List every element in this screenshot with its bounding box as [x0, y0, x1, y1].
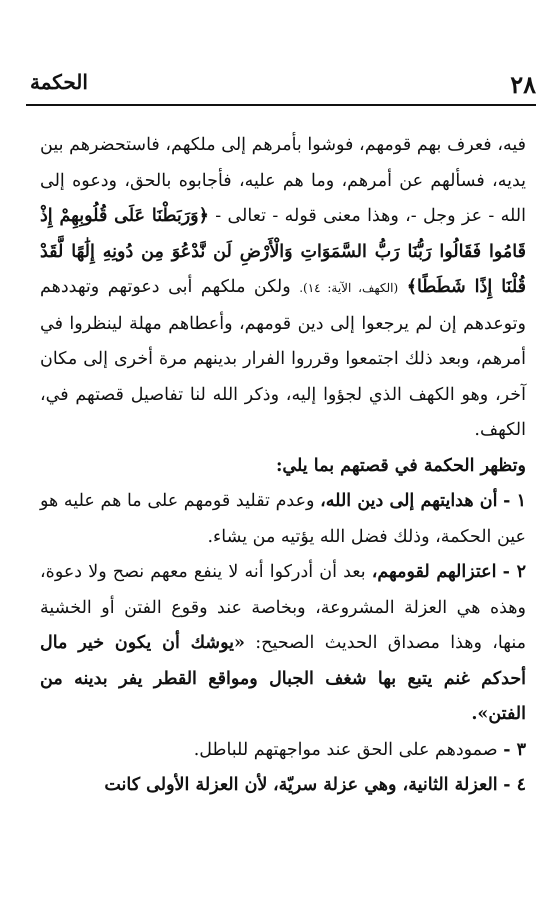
item-text: لأن العزلة الأولى كانت — [104, 775, 268, 795]
item-number: ٢ - — [502, 562, 526, 582]
item-bold-text: اعتزالهم لقومهم، — [371, 562, 497, 582]
item-text: وعدم تقليد قومهم على ما هم عليه هو عين الحكمة، وذلك فضل الله يؤتيه من يشاء. — [40, 491, 526, 547]
running-title: الحكمة — [30, 70, 88, 94]
item-number: ١ - — [503, 491, 526, 511]
paragraph-text: فيه، فعرف بهم قومهم، فوشوا بأمرهم إلى ملكهم، فاستحضرهم بين يديه، فسألهم عن أمرهم، وما هم عليه، فأجابوه بالحق، ودعوه إلى الله - عز وجل -، وهذا معنى قوله - تعالى - — [40, 135, 526, 226]
list-item — [40, 733, 526, 769]
page-body — [40, 128, 526, 804]
item-bold-text: العزلة الثانية، وهي عزلة سريّة، — [272, 775, 498, 795]
section-heading: وتظهر الحكمة في قصتهم بما يلي: — [275, 455, 526, 476]
list-item — [40, 768, 526, 804]
item-text: صمودهم على الحق عند مواجهتهم للباطل. — [193, 739, 498, 760]
page-header — [26, 70, 536, 104]
item-text: بعد أن أدركوا أنه لا ينفع معهم نصح ولا دعوة، وهذه هي العزلة المشروعة، وبخاصة عند وقوع الفتن أو الخشية منها، وهذا مصداق الحديث الصحيح: — [40, 562, 526, 653]
item-number: ٣ - — [503, 739, 526, 760]
page-number: ٢٨ — [510, 70, 536, 99]
list-item — [40, 484, 526, 555]
verse-citation: (الكهف، الآية: ١٤). — [299, 281, 399, 295]
item-bold-text: أن هدايتهم إلى دين الله، — [320, 491, 498, 511]
paragraph-story — [40, 128, 526, 449]
list-item — [40, 555, 526, 733]
header-rule — [26, 104, 536, 106]
paragraph-text-continued: ولكن ملكهم أبى دعوتهم وتهددهم وتوعدهم إن لم يرجعوا إلى دين قومهم، وأعطاهم مهلة لينظروا في أمرهم، وبعد ذلك اجتمعوا وقرروا الفرار بدينهم مرة أخرى إلى مكان آخر، وهو الكهف الذي لجؤوا إليه، وذكر الله لنا تفاصيل قصتهم في، الكهف. — [40, 277, 526, 440]
hadith-quote: «يوشك أن يكون خير مال أحدكم غنم يتبع بها شغف الجبال ومواقع القطر يفر بدينه من الفتن». — [40, 633, 526, 724]
quran-verse: ﴿وَرَبَطْنَا عَلَى قُلُوبِهِمْ إِذْ قَامُوا فَقَالُوا رَبُّنَا رَبُّ السَّمَوَاتِ وَالْأَرْضِ لَن نَّدْعُوَ مِن دُونِهِ إِلَٰهًا لَّقَدْ قُلْنَا إِذًا شَطَطًا﴾ — [40, 206, 526, 297]
item-number: ٤ - — [503, 775, 526, 795]
